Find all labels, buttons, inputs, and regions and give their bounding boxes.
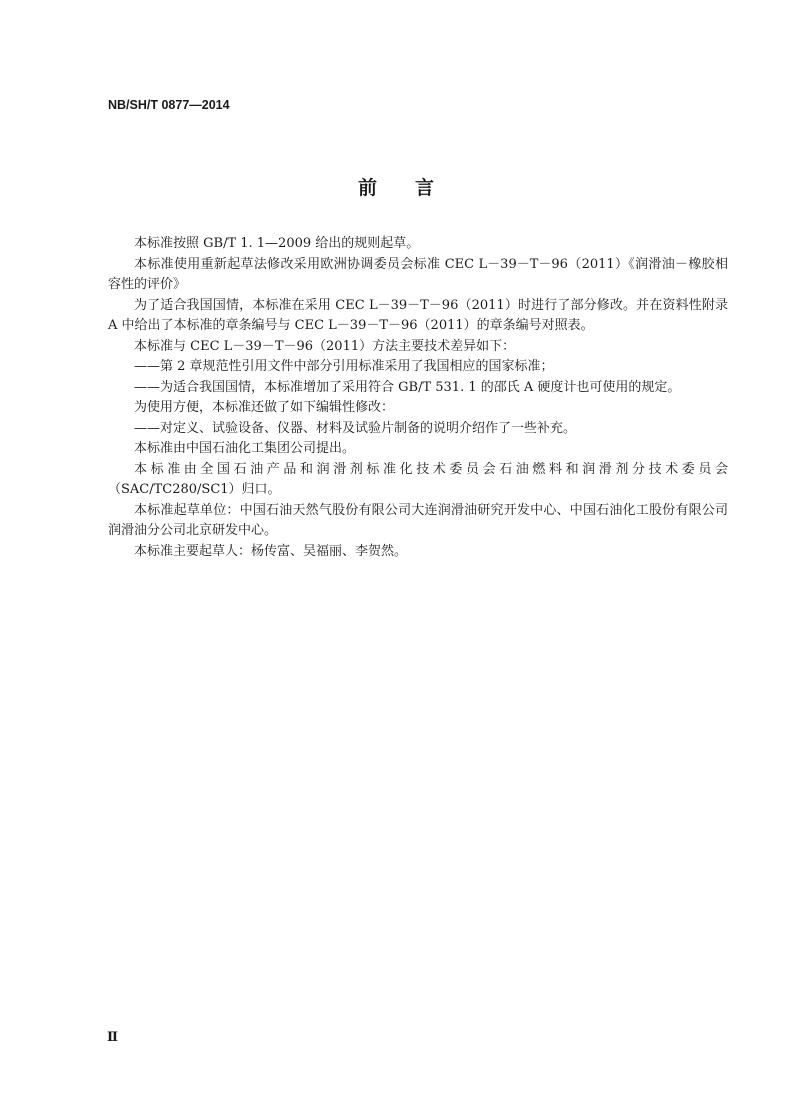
list-item-difference-2: ——为适合我国国情，本标准增加了采用符合 GB/T 531. 1 的邵氏 A 硬度计也可使用的规定。 [134, 379, 681, 395]
paragraph-drafters: 本标准主要起草人：杨传富、吴福丽、李贺然。 [134, 543, 408, 559]
paragraph-proposed-by: 本标准由中国石油化工集团公司提出。 [134, 441, 356, 456]
paragraph-technical-differences: 本标准与 CEC L－39－T－96（2011）方法主要技术差异如下： [134, 338, 516, 354]
paragraph-modifications: 为了适合我国国情，本标准在采用 CEC L－39－T－96（2011）时进行了部分修改。并在资料性附录 A 中给出了本标准的章条编号与 CEC L－39－T－96（2011）的章条编号对照表。 [108, 297, 728, 333]
standard-code: NB/SH/T 0877—2014 [108, 98, 230, 112]
list-item-difference-1: ——第 2 章规范性引用文件中部分引用标准采用了我国相应的国家标准； [134, 359, 554, 374]
foreword-body [108, 234, 728, 562]
paragraph-editorial-changes: 为使用方便，本标准还做了如下编辑性修改： [134, 400, 395, 415]
paragraph-drafting-rules: 本标准按照 GB/T 1. 1—2009 给出的规则起草。 [134, 236, 420, 251]
page-title: 前言 [357, 177, 472, 199]
list-item-editorial-1: ——对定义、试验设备、仪器、材料及试验片制备的说明介绍作了一些补充。 [134, 420, 577, 436]
paragraph-administered-by: 本标准由全国石油产品和润滑剂标准化技术委员会石油燃料和润滑剂分技术委员会（SAC/TC280/SC1）归口。 [108, 461, 728, 497]
paragraph-drafting-units: 本标准起草单位：中国石油天然气股份有限公司大连润滑油研究开发中心、中国石油化工股份有限公司润滑油分公司北京研发中心。 [108, 502, 728, 538]
page-number: Ⅱ [107, 1030, 118, 1045]
paragraph-adoption-method: 本标准使用重新起草法修改采用欧洲协调委员会标准 CEC L－39－T－96（2011）《润滑油－橡胶相容性的评价》 [108, 256, 728, 292]
